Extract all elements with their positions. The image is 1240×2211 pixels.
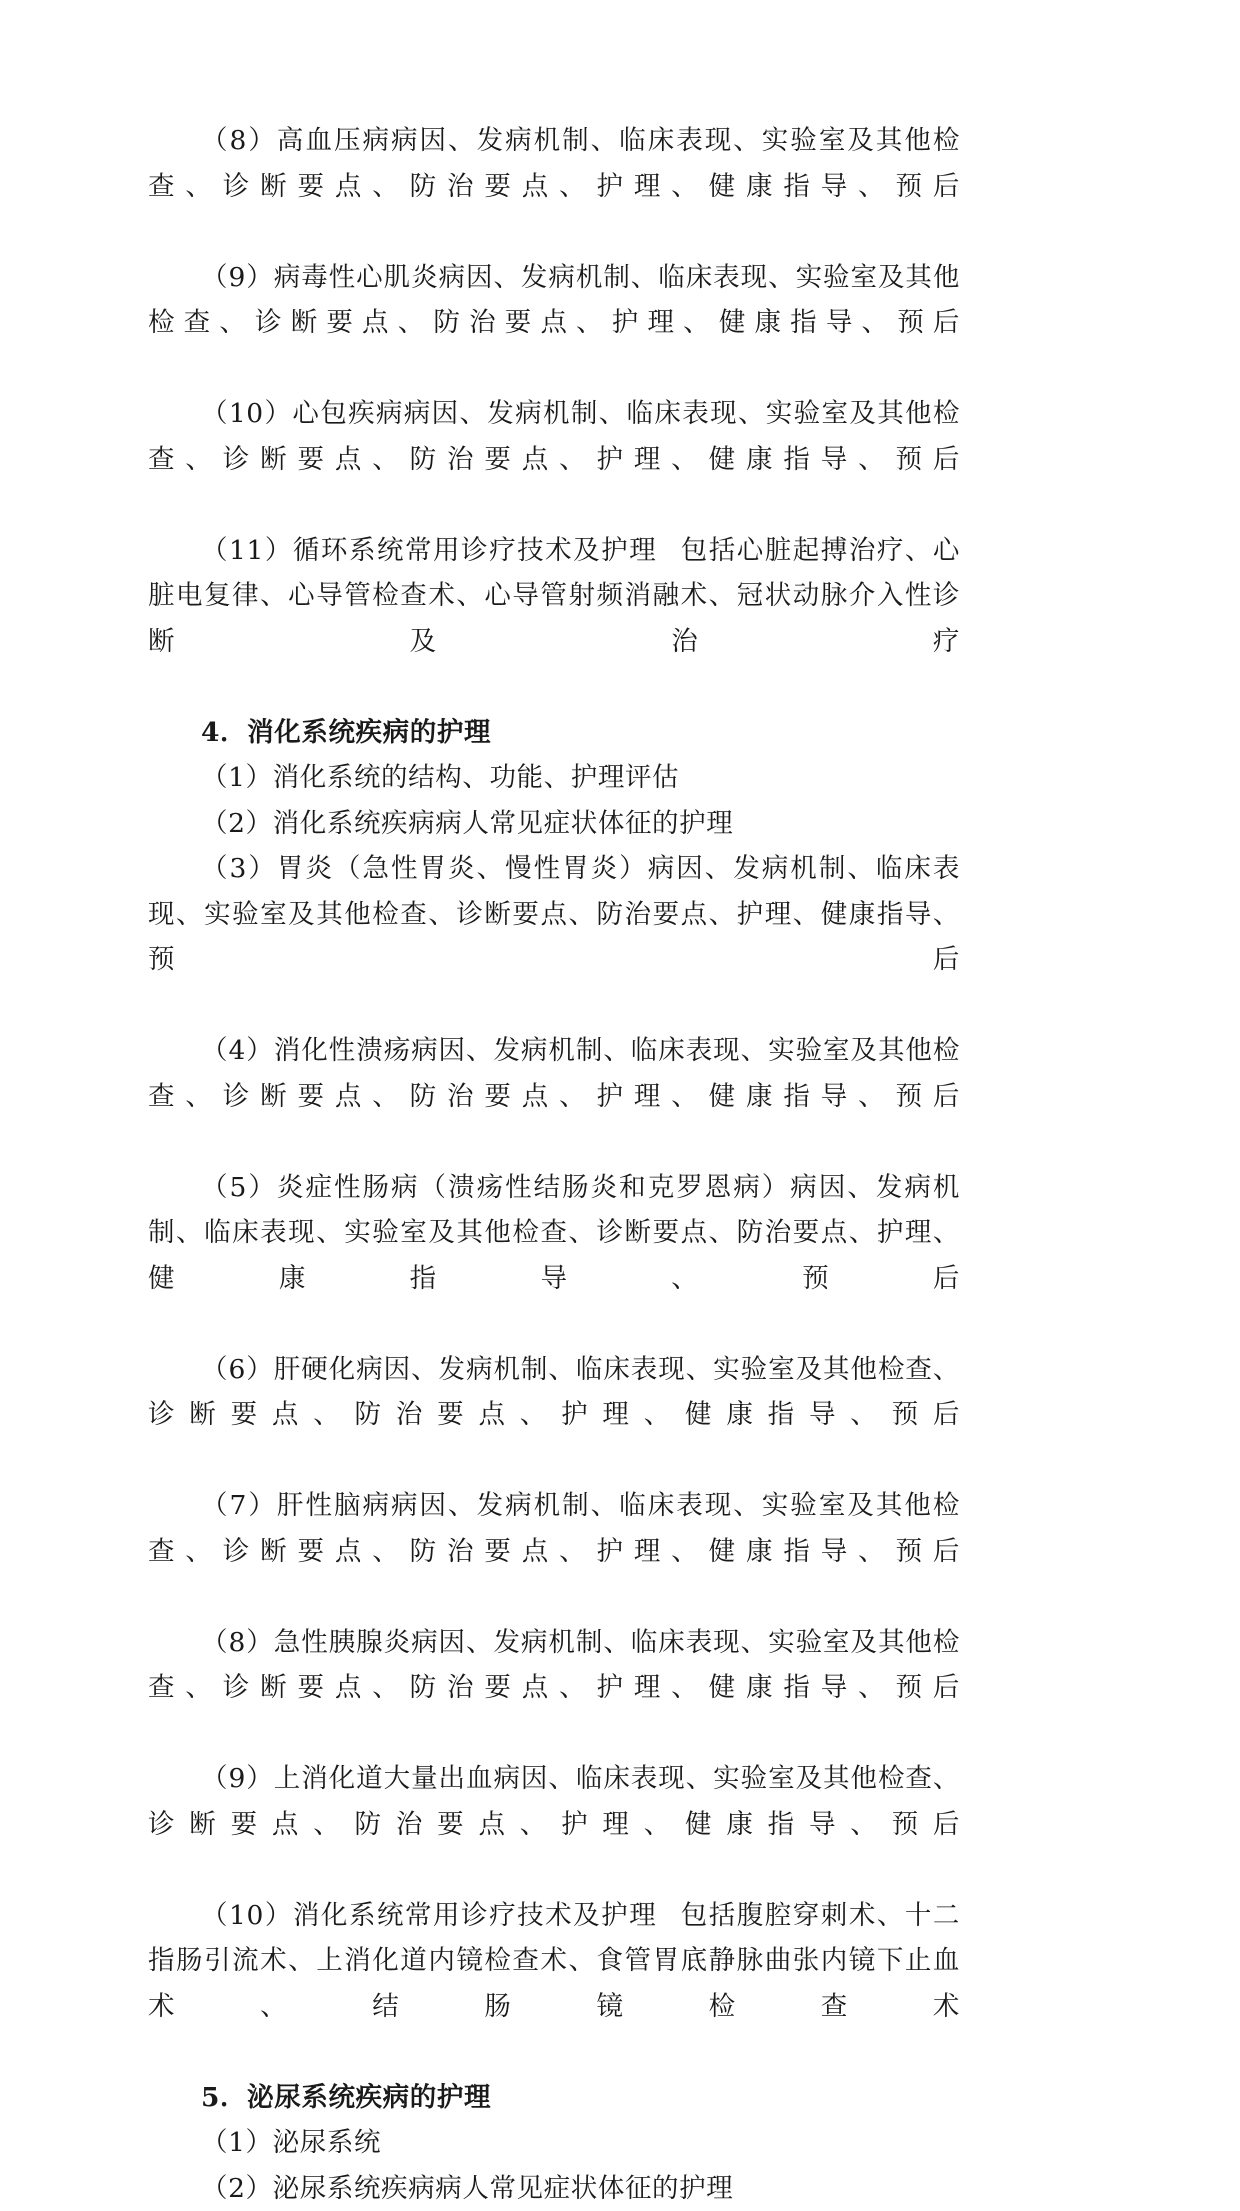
item-4-2: （2）消化系统疾病病人常见症状体征的护理 xyxy=(148,801,960,847)
item-4-3: （3）胃炎（急性胃炎、慢性胃炎）病因、发病机制、临床表现、实验室及其他检查、诊断要点、防治要点、护理、健康指导、预后 xyxy=(148,846,960,1028)
item-4-10 xyxy=(148,1893,960,2075)
section-4-heading: 4．消化系统疾病的护理 xyxy=(148,710,960,756)
item-4-4: （4）消化性溃疡病因、发病机制、临床表现、实验室及其他检查、诊断要点、防治要点、护理、健康指导、预后 xyxy=(148,1028,960,1165)
item-3-11-rest: 包括心脏起搏治疗、心脏电复律、心导管检查术、心导管射频消融术、冠状动脉介入性诊断及治疗 xyxy=(148,535,960,657)
item-3-11 xyxy=(148,528,960,710)
item-4-7: （7）肝性脑病病因、发病机制、临床表现、实验室及其他检查、诊断要点、防治要点、护理、健康指导、预后 xyxy=(148,1483,960,1620)
item-4-9: （9）上消化道大量出血病因、临床表现、实验室及其他检查、诊断要点、防治要点、护理、健康指导、预后 xyxy=(148,1756,960,1893)
item-4-10-rest: 包括腹腔穿刺术、十二指肠引流术、上消化道内镜检查术、食管胃底静脉曲张内镜下止血术、结肠镜检查术 xyxy=(148,1900,960,2022)
item-5-1: （1）泌尿系统 xyxy=(148,2120,960,2166)
item-3-10: （10）心包疾病病因、发病机制、临床表现、实验室及其他检查、诊断要点、防治要点、护理、健康指导、预后 xyxy=(148,391,960,528)
page-content xyxy=(148,118,960,2211)
section-5-heading: 5．泌尿系统疾病的护理 xyxy=(148,2075,960,2121)
item-3-11-lead: （11）循环系统常用诊疗技术及护理 xyxy=(201,535,657,566)
item-4-10-lead: （10）消化系统常用诊疗技术及护理 xyxy=(201,1900,657,1931)
item-5-2: （2）泌尿系统疾病病人常见症状体征的护理 xyxy=(148,2166,960,2211)
item-4-8: （8）急性胰腺炎病因、发病机制、临床表现、实验室及其他检查、诊断要点、防治要点、护理、健康指导、预后 xyxy=(148,1620,960,1757)
item-4-6: （6）肝硬化病因、发病机制、临床表现、实验室及其他检查、诊断要点、防治要点、护理、健康指导、预后 xyxy=(148,1347,960,1484)
item-3-9: （9）病毒性心肌炎病因、发病机制、临床表现、实验室及其他检查、诊断要点、防治要点、护理、健康指导、预后 xyxy=(148,255,960,392)
item-4-1: （1）消化系统的结构、功能、护理评估 xyxy=(148,755,960,801)
item-4-5: （5）炎症性肠病（溃疡性结肠炎和克罗恩病）病因、发病机制、临床表现、实验室及其他检查、诊断要点、防治要点、护理、健康指导、预后 xyxy=(148,1165,960,1347)
item-3-8: （8）高血压病病因、发病机制、临床表现、实验室及其他检查、诊断要点、防治要点、护理、健康指导、预后 xyxy=(148,118,960,255)
